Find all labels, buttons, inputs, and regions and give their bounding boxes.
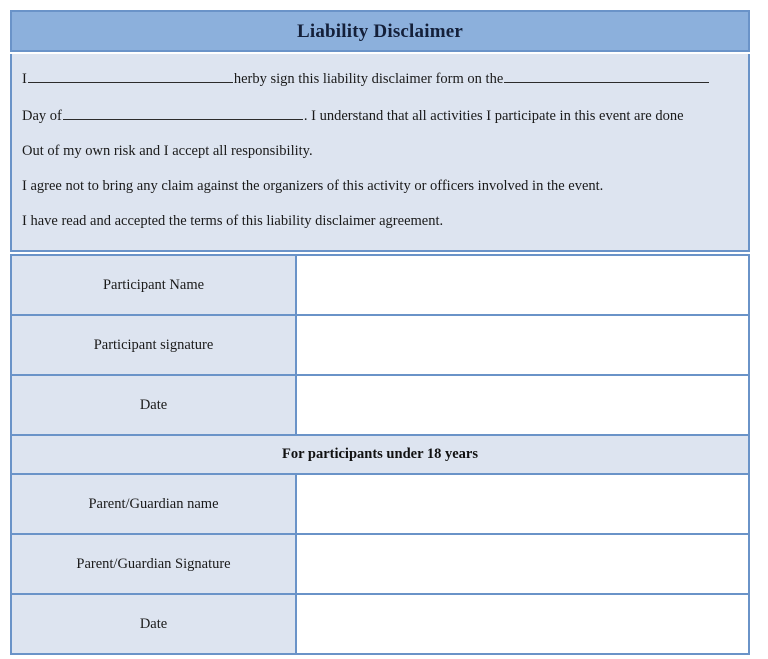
label-participant-date: Date bbox=[11, 375, 296, 435]
statement-line-1-prefix: I bbox=[22, 70, 27, 87]
label-participant-name: Participant Name bbox=[11, 255, 296, 315]
statement-block bbox=[10, 54, 750, 252]
input-guardian-date[interactable] bbox=[296, 594, 749, 654]
input-participant-signature[interactable] bbox=[296, 315, 749, 375]
form-header-band bbox=[10, 10, 750, 52]
statement-line-2-suffix: . I understand that all activities I participate in this event are done bbox=[303, 107, 684, 124]
statement-line-3: Out of my own risk and I accept all responsibility. bbox=[22, 142, 313, 159]
signature-table bbox=[10, 254, 750, 655]
label-participant-signature: Participant signature bbox=[11, 315, 296, 375]
section-heading-minors: For participants under 18 years bbox=[11, 435, 749, 474]
page-title: Liability Disclaimer bbox=[296, 20, 463, 42]
input-guardian-signature[interactable] bbox=[296, 534, 749, 594]
table-row bbox=[11, 474, 749, 534]
table-row bbox=[11, 255, 749, 315]
statement-line-4: I agree not to bring any claim against the organizers of this activity or officers involved in the event. bbox=[22, 177, 604, 194]
label-guardian-name: Parent/Guardian name bbox=[11, 474, 296, 534]
table-row bbox=[11, 375, 749, 435]
input-participant-date[interactable] bbox=[296, 375, 749, 435]
statement-line-2 bbox=[22, 105, 738, 126]
day-of-blank-field[interactable] bbox=[63, 105, 303, 120]
table-section-row bbox=[11, 435, 749, 474]
name-blank-field[interactable] bbox=[28, 68, 233, 83]
table-row bbox=[11, 594, 749, 654]
label-guardian-signature: Parent/Guardian Signature bbox=[11, 534, 296, 594]
statement-line-1-suffix: herby sign this liability disclaimer form on the bbox=[233, 70, 504, 87]
label-guardian-date: Date bbox=[11, 594, 296, 654]
table-row bbox=[11, 315, 749, 375]
table-row bbox=[11, 534, 749, 594]
date-on-the-blank-field[interactable] bbox=[504, 68, 709, 83]
statement-line-5: I have read and accepted the terms of this liability disclaimer agreement. bbox=[22, 213, 444, 230]
statement-line-2-prefix: Day of bbox=[22, 107, 62, 124]
statement-line-1 bbox=[22, 68, 738, 89]
input-guardian-name[interactable] bbox=[296, 474, 749, 534]
input-participant-name[interactable] bbox=[296, 255, 749, 315]
